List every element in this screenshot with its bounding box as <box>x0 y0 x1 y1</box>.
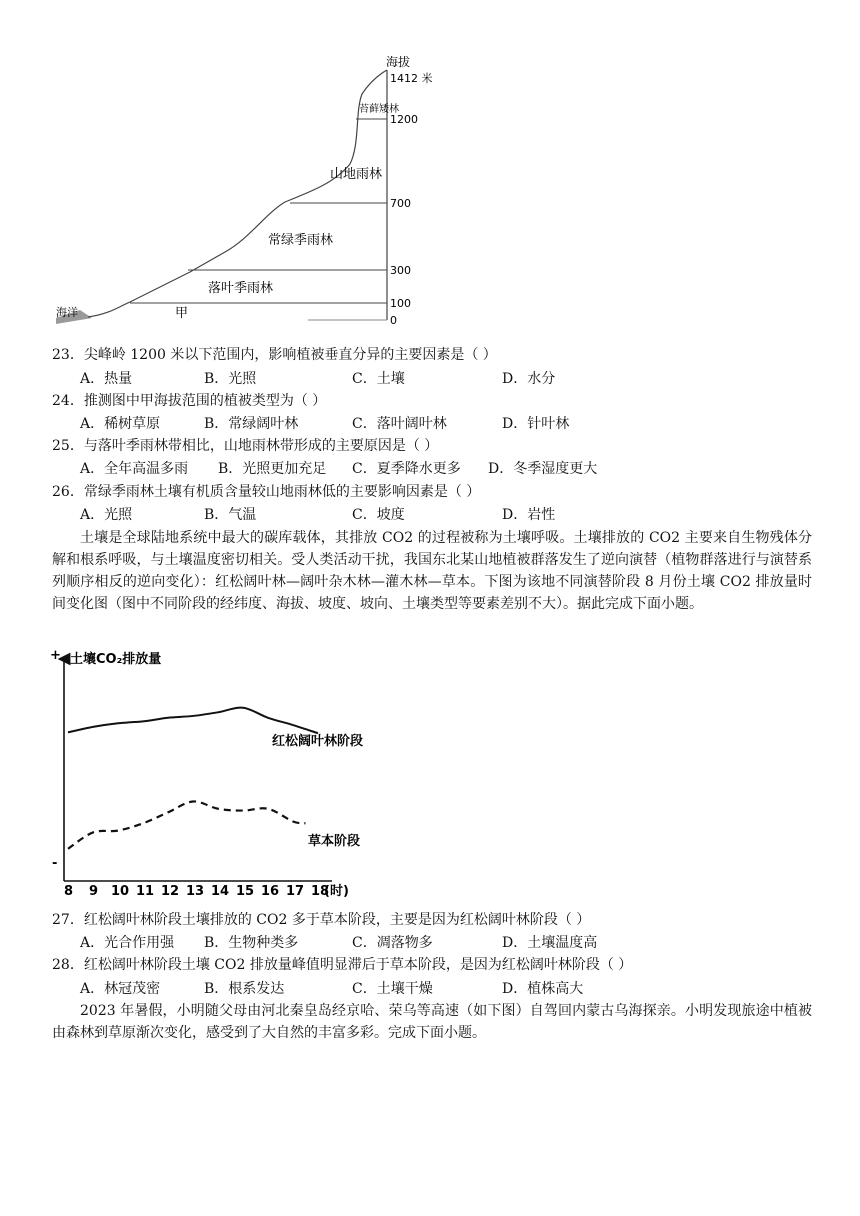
question-24 <box>52 392 326 410</box>
x-axis-unit-label: (时) <box>324 884 349 899</box>
option-b[interactable]: B．光照 <box>204 371 257 387</box>
series-label-hongsong-forest: 红松阔叶林阶段 <box>272 734 364 749</box>
elevation-100: 100 <box>390 297 411 310</box>
option-d[interactable]: D．针叶林 <box>502 416 570 432</box>
question-25 <box>52 437 438 455</box>
elevation-0: 0 <box>390 314 397 327</box>
option-b[interactable]: B．根系发达 <box>204 981 285 997</box>
question-23 <box>52 346 497 364</box>
x-tick-label: 17 <box>286 884 305 899</box>
elevation-700: 700 <box>390 197 411 210</box>
zone-deciduous-monsoon-forest: 落叶季雨林 <box>208 281 274 296</box>
question-27 <box>52 911 590 929</box>
question-text: 与落叶季雨林带相比，山地雨林带形成的主要原因是（ ） <box>83 438 439 454</box>
zone-evergreen-monsoon-forest: 常绿季雨林 <box>268 233 334 248</box>
option-b[interactable]: B．气温 <box>204 507 257 523</box>
x-tick-label: 15 <box>236 884 255 899</box>
option-a[interactable]: A．稀树草原 <box>80 416 161 432</box>
y-axis-label: 土壤CO₂排放量 <box>70 652 162 667</box>
option-c[interactable]: C．坡度 <box>352 507 405 523</box>
option-b[interactable]: B．生物种类多 <box>204 935 299 951</box>
option-c[interactable]: C．凋落物多 <box>352 935 433 951</box>
y-plus-sign: + <box>50 648 61 663</box>
series-label-herbaceous: 草本阶段 <box>308 834 361 849</box>
option-c[interactable]: C．土壤干燥 <box>352 981 433 997</box>
option-a[interactable]: A．全年高温多雨 <box>80 461 189 477</box>
question-number: 23． <box>52 347 84 363</box>
x-tick-label: 8 <box>64 884 74 899</box>
option-b[interactable]: B．常绿阔叶林 <box>204 416 299 432</box>
mountain-slope-line <box>88 70 387 317</box>
option-a[interactable]: A．热量 <box>80 371 133 387</box>
soil-co2-chart <box>40 645 370 900</box>
sea-label: 海洋 <box>56 306 78 319</box>
question-number: 25． <box>52 438 84 454</box>
question-number: 24． <box>52 393 84 409</box>
question-28 <box>52 956 632 974</box>
question-text: 常绿季雨林土壤有机质含量较山地雨林低的主要影响因素是（ ） <box>83 484 481 500</box>
x-tick-label: 14 <box>211 884 230 899</box>
x-tick-label: 11 <box>136 884 155 899</box>
zone-moss-dwarf-forest: 苔藓矮林 <box>359 104 399 115</box>
option-d[interactable]: D．土壤温度高 <box>502 935 598 951</box>
option-d[interactable]: D．岩性 <box>502 507 556 523</box>
option-d[interactable]: D．植株高大 <box>502 981 584 997</box>
question-text: 尖峰岭 1200 米以下范围内，影响植被垂直分异的主要因素是（ ） <box>83 347 497 363</box>
question-text: 推测图中甲海拔范围的植被类型为（ ） <box>83 393 327 409</box>
x-tick-label: 9 <box>89 884 99 899</box>
x-tick-label: 18 <box>311 884 330 899</box>
series-line-herbaceous <box>68 801 306 848</box>
x-tick-label: 10 <box>111 884 130 899</box>
question-text: 红松阔叶林阶段土壤排放的 CO2 多于草本阶段，主要是因为红松阔叶林阶段（ ） <box>83 912 591 928</box>
x-tick-label: 16 <box>261 884 280 899</box>
option-d[interactable]: D．水分 <box>502 371 556 387</box>
option-d[interactable]: D．冬季湿度更大 <box>488 461 598 477</box>
option-c[interactable]: C．土壤 <box>352 371 405 387</box>
option-a[interactable]: A．光照 <box>80 507 133 523</box>
option-c[interactable]: C．夏季降水更多 <box>352 461 461 477</box>
question-number: 27． <box>52 912 84 928</box>
option-a[interactable]: A．光合作用强 <box>80 935 175 951</box>
x-tick-label: 13 <box>186 884 205 899</box>
passage-road-trip: 2023 年暑假，小明随父母由河北秦皇岛经京哈、荣乌等高速（如下图）自驾回内蒙古乌海探亲。小明发现旅途中植被由森林到草原渐次变化，感受到了大自然的丰富多彩。完成下面小题。 <box>52 1003 812 1041</box>
elevation-300: 300 <box>390 264 411 277</box>
option-b[interactable]: B．光照更加充足 <box>218 461 327 477</box>
option-c[interactable]: C．落叶阔叶林 <box>352 416 447 432</box>
question-number: 26． <box>52 484 84 500</box>
y-minus-sign: - <box>52 856 58 871</box>
elevation-1200: 1200 <box>390 113 418 126</box>
peak-label: 1412 米 <box>390 72 433 85</box>
question-text: 红松阔叶林阶段土壤 CO2 排放量峰值明显滞后于草本阶段，是因为红松阔叶林阶段（ ） <box>83 957 633 973</box>
option-a[interactable]: A．林冠茂密 <box>80 981 161 997</box>
elevation-axis-title: 海拔 <box>386 55 411 69</box>
vegetation-profile-figure <box>50 52 450 337</box>
series-line-hongsong-forest <box>68 708 318 734</box>
passage-soil-respiration: 土壤是全球陆地系统中最大的碳库载体，其排放 CO2 的过程被称为土壤呼吸。土壤排放的 CO2 主要来自生物残体分解和根系呼吸，与土壤温度密切相关。受人类活动干扰，我国东北某山地植被群落发生了逆向演替（植物群落进行与演替系列顺序相反的逆向变化）：红松阔叶林—阔叶杂木林—灌木林—草本。下图为该地不同演替阶段 8 月份土壤 CO2 排放量时间变化图（图中不同阶段的经纬度、海拔、坡度、坡向、土壤类型等要素差别不大）。据此完成下面小题。 <box>52 530 812 612</box>
x-tick-label: 12 <box>161 884 180 899</box>
zone-jia: 甲 <box>175 306 189 321</box>
question-26 <box>52 483 480 501</box>
question-number: 28． <box>52 957 84 973</box>
zone-montane-rainforest: 山地雨林 <box>330 167 383 182</box>
